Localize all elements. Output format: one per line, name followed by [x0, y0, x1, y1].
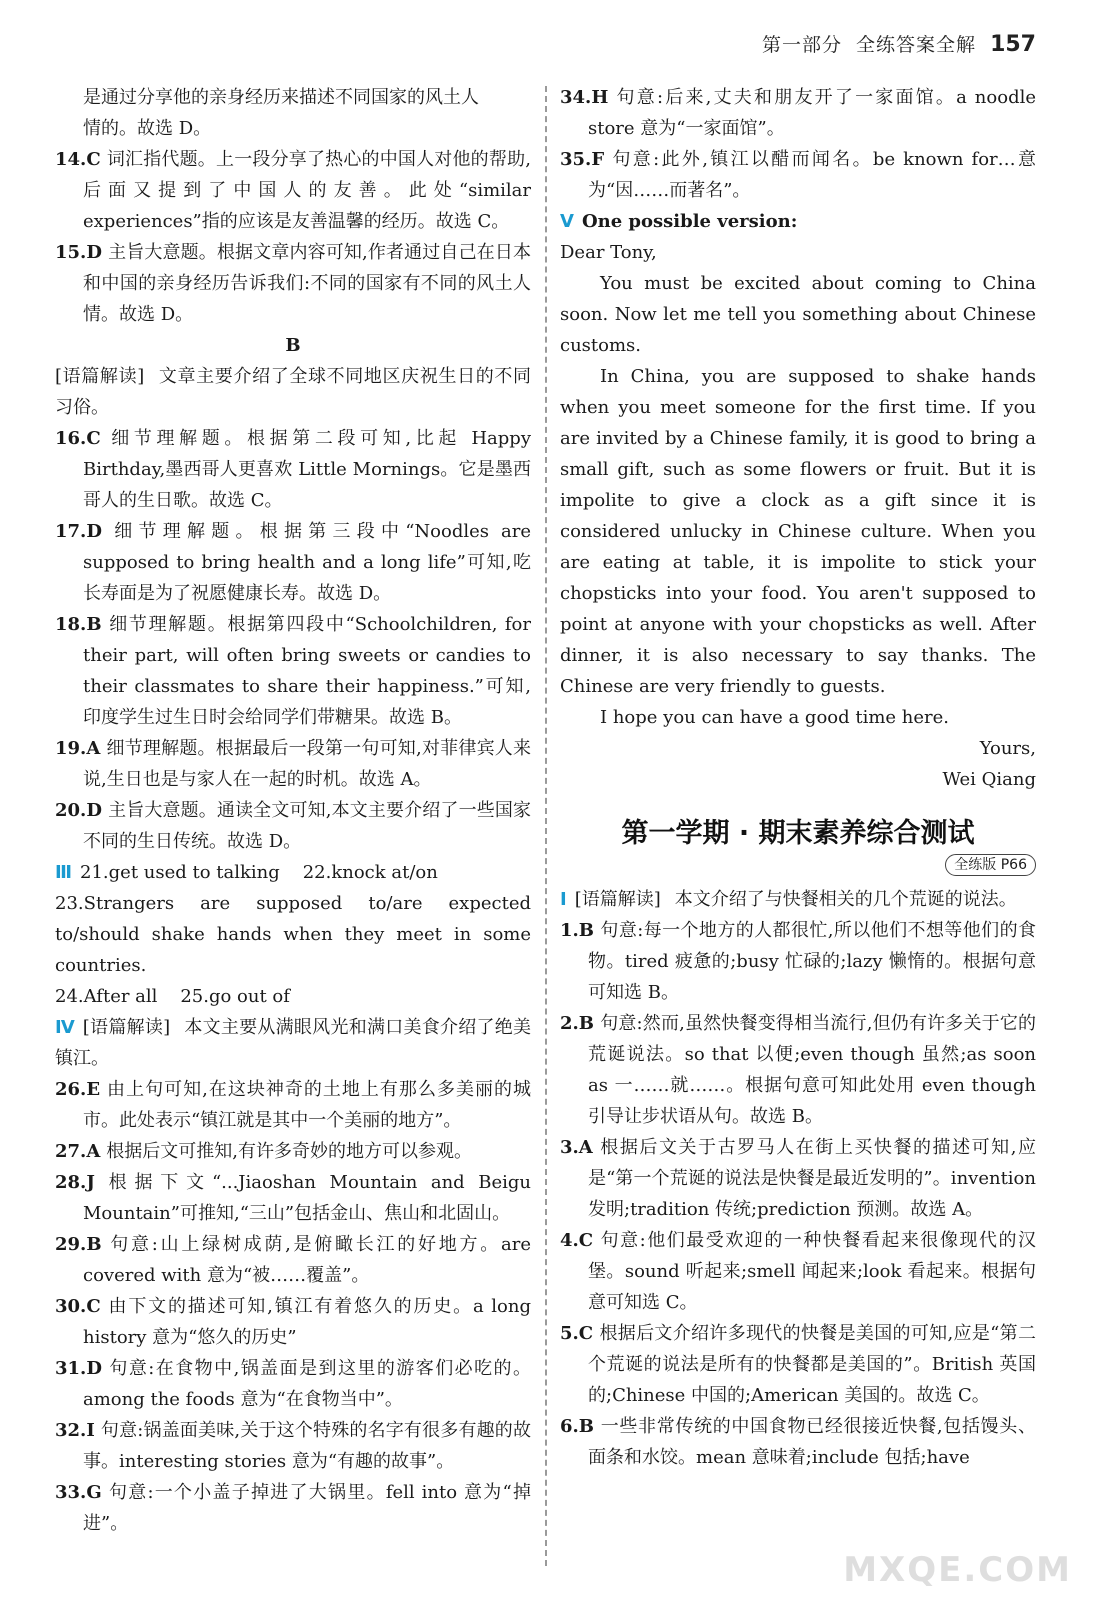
- letter-paragraph: In China, you are supposed to shake hands when you meet someone for the first time. If you are invited by a Chinese family, it is good to bring a small gift, such as some flowers or fruit. But it is impolite to give a clock as a gift since it is considered unlucky in Chinese culture. When you are eating at table, it is impolite to stick your chopsticks into your food. You aren't supposed to point at anyone with your chopsticks as well. After dinner, it is also necessary to say thanks. The Chinese are very friendly to guests.: [560, 366, 1036, 697]
- exam-answer-3: 3.A 根据后文关于古罗马人在街上买快餐的描述可知,应是“第一个荒诞的说法是快餐是最近发明的”。invention 发明;tradition 传统;prediction 预测。故选 A。: [560, 1137, 1036, 1220]
- exam-answer-4: 4.C 句意:他们最受欢迎的一种快餐看起来很像现代的汉堡。sound 听起来;smell 闻起来;look 看起来。根据句意可知选 C。: [560, 1230, 1036, 1313]
- intro-line: 情的。故选 D。: [83, 118, 212, 139]
- exam-title: 第一学期 · 期末素养综合测试: [621, 818, 975, 849]
- page-header: [762, 30, 1036, 57]
- answer-18: 18.B 细节理解题。根据第四段中“Schoolchildren, for their part, will often bring sweets or candies to their classmates to share their happiness.”可知,印度学生过生日时会给同学们带糖果。故选 B。: [55, 614, 531, 728]
- answer-14: 14.C 词汇指代题。上一段分享了热心的中国人对他的帮助,后面又提到了中国人的友善。此处“similar experiences”指的应该是友善温馨的经历。故选 C。: [55, 149, 531, 232]
- section-mark-icon: Ⅳ: [55, 1017, 75, 1038]
- exam-answer-5: 5.C 根据后文介绍许多现代的快餐是美国的可知,应是“第二个荒诞的说法是所有的快餐都是美国的”。British 英国的;Chinese 中国的;American 美国的。故选 C。: [560, 1323, 1036, 1406]
- answers-24-25: 24.After all 25.go out of: [55, 986, 290, 1007]
- section-mark-icon: Ⅰ: [560, 889, 567, 910]
- answer-26: 26.E 由上句可知,在这块神奇的土地上有那么多美丽的城市。此处表示“镇江就是其中一个美丽的地方”。: [55, 1079, 531, 1131]
- writing-heading: Ⅴ One possible version:: [560, 206, 1036, 237]
- answer-19: 19.A 细节理解题。根据最后一段第一句可知,对菲律宾人来说,生日也是与家人在一起的时机。故选 A。: [55, 738, 531, 790]
- right-column: [560, 82, 1036, 1473]
- section-mark-icon: Ⅴ: [560, 211, 574, 232]
- intro-line: 是通过分享他的亲身经历来描述不同国家的风土人: [83, 87, 479, 108]
- discourse-note: Ⅳ [语篇解读] 本文主要从满眼风光和满口美食介绍了绝美镇江。: [55, 1012, 531, 1074]
- answer-31: 31.D 句意:在食物中,锅盖面是到这里的游客们必吃的。among the foods 意为“在食物当中”。: [55, 1358, 531, 1410]
- letter-greeting: Dear Tony,: [560, 242, 657, 263]
- letter-signature: Wei Qiang: [942, 769, 1036, 790]
- left-column: [55, 82, 531, 1539]
- answers-21-22: Ⅲ 21.get used to talking 22.knock at/on: [55, 857, 531, 888]
- reference-badge: 全练版 P66: [945, 854, 1036, 876]
- exam-answer-2: 2.B 句意:然而,虽然快餐变得相当流行,但仍有许多关于它的荒诞说法。so that 以便;even though 虽然;as soon as 一……就……。根据句意可知此处用 even though 引导让步状语从句。故选 B。: [560, 1013, 1036, 1127]
- subsection-label: 全练答案全解: [856, 34, 977, 56]
- answer-32: 32.I 句意:锅盖面美味,关于这个特殊的名字有很多有趣的故事。interesting stories 意为“有趣的故事”。: [55, 1420, 531, 1472]
- answer-34: 34.H 句意:后来,丈夫和朋友开了一家面馆。a noodle store 意为“一家面馆”。: [560, 87, 1036, 139]
- sample-letter: [560, 237, 1036, 795]
- answer-27: 27.A 根据后文可推知,有许多奇妙的地方可以参观。: [55, 1141, 473, 1162]
- column-divider: [545, 86, 547, 1566]
- letter-paragraph: You must be excited about coming to China soon. Now let me tell you something about Chinese customs.: [560, 273, 1036, 356]
- letter-paragraph: I hope you can have a good time here.: [600, 707, 950, 728]
- answer-33: 33.G 句意:一个小盖子掉进了大锅里。fell into 意为“掉进”。: [55, 1482, 531, 1534]
- section-mark-icon: Ⅲ: [55, 862, 73, 883]
- discourse-note: Ⅰ [语篇解读] 本文介绍了与快餐相关的几个荒诞的说法。: [560, 884, 1036, 915]
- answer-29: 29.B 句意:山上绿树成荫,是俯瞰长江的好地方。are covered with 意为“被……覆盖”。: [55, 1234, 531, 1286]
- answer-28: 28.J 根据下文“...Jiaoshan Mountain and Beigu Mountain”可推知,“三山”包括金山、焦山和北固山。: [55, 1172, 531, 1224]
- exam-answer-6: 6.B 一些非常传统的中国食物已经很接近快餐,包括馒头、面条和水饺。mean 意味着;include 包括;have: [560, 1416, 1036, 1468]
- watermark: MXQE.COM: [843, 1550, 1072, 1590]
- page-number: 157: [990, 32, 1036, 57]
- answer-30: 30.C 由下文的描述可知,镇江有着悠久的历史。a long history 意为“悠久的历史”: [55, 1296, 531, 1348]
- answer-35: 35.F 句意:此外,镇江以醋而闻名。be known for…意为“因……而著名”。: [560, 149, 1036, 201]
- answer-16: 16.C 细节理解题。根据第二段可知,比起 Happy Birthday,墨西哥人更喜欢 Little Mornings。它是墨西哥人的生日歌。故选 C。: [55, 428, 531, 511]
- answer-23: 23.Strangers are supposed to/are expected to/should shake hands when they meet in some countries.: [55, 893, 531, 976]
- exam-answer-1: 1.B 句意:每一个地方的人都很忙,所以他们不想等他们的食物。tired 疲惫的;busy 忙碌的;lazy 懒惰的。根据句意可知选 B。: [560, 920, 1036, 1003]
- letter-closing: Yours,: [979, 738, 1036, 759]
- discourse-note: [语篇解读] 文章主要介绍了全球不同地区庆祝生日的不同习俗。: [55, 366, 532, 418]
- section-label: 第一部分: [762, 34, 843, 56]
- answer-15: 15.D 主旨大意题。根据文章内容可知,作者通过自己在日本和中国的亲身经历告诉我们:不同的国家有不同的风土人情。故选 D。: [55, 242, 531, 325]
- answer-20: 20.D 主旨大意题。通读全文可知,本文主要介绍了一些国家不同的生日传统。故选 D。: [55, 800, 531, 852]
- answer-17: 17.D 细节理解题。根据第三段中“Noodles are supposed to bring health and a long life”可知,吃长寿面是为了祝愿健康长寿。故选 D。: [55, 521, 531, 604]
- section-heading-b: B: [285, 335, 301, 356]
